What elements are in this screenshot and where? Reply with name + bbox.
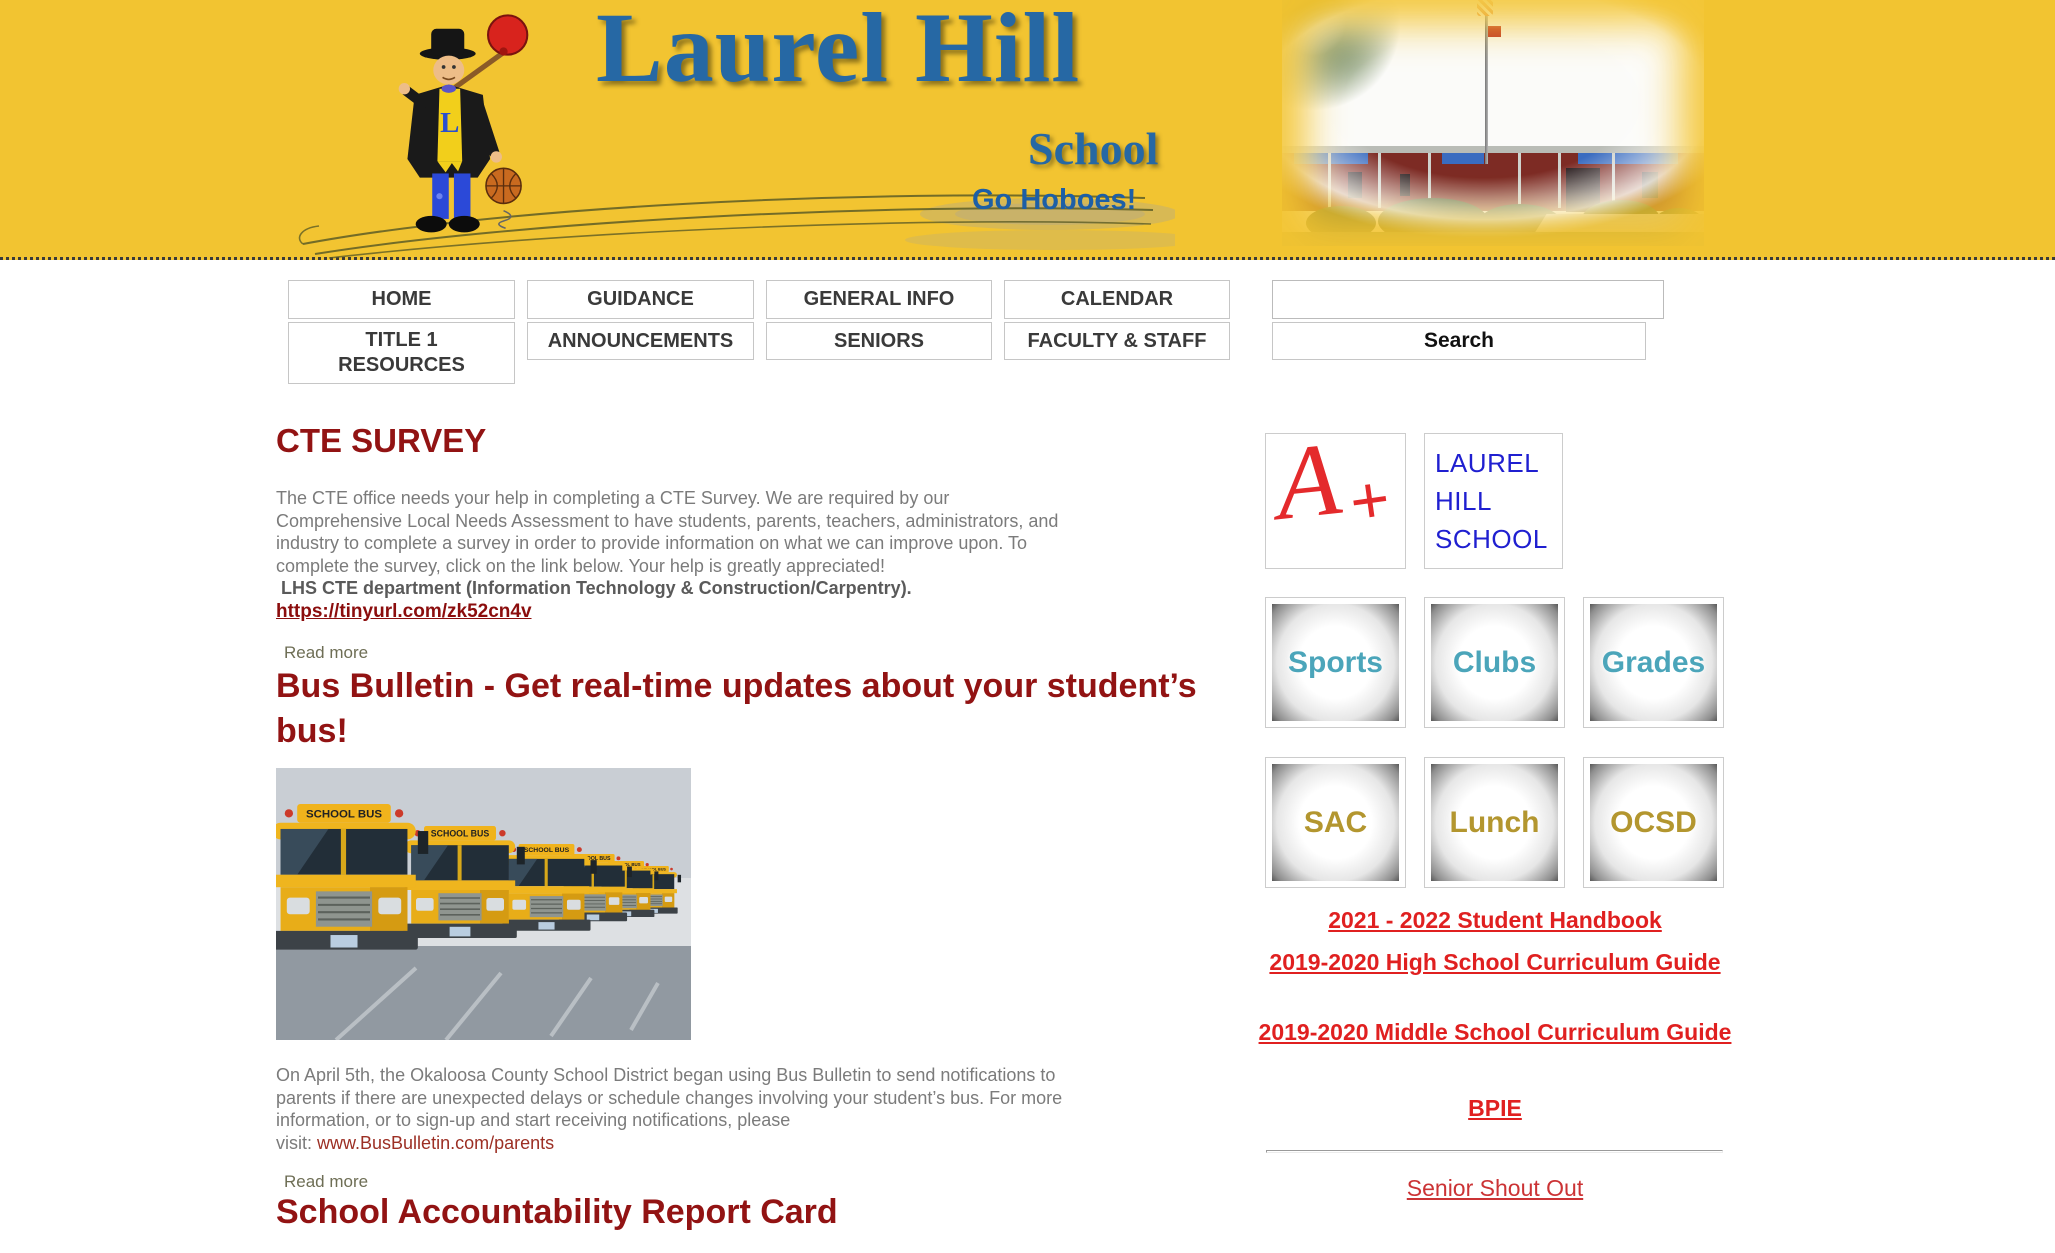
mascot-letter: L [440, 107, 460, 140]
read-more-link-cte[interactable]: Read more [284, 643, 369, 662]
search-input[interactable] [1272, 280, 1664, 319]
site-title: Laurel Hill [596, 0, 1081, 103]
nav-general-info[interactable] [766, 280, 992, 319]
site-subtitle: School [1028, 123, 1159, 174]
school-name-text: LAUREL HILL SCHOOL [1435, 448, 1548, 554]
link-hs-curriculum-guide[interactable]: 2019-2020 High School Curriculum Guide [1269, 949, 1721, 975]
cte-body-bold-line: LHS CTE department (Information Technology & Construction/Carpentry). [281, 578, 912, 598]
cte-body-line: industry to complete a survey in order to provide information on what we can improve upon. To [276, 533, 1028, 553]
hobo-mascot-logo [346, 4, 566, 252]
tile-sports-label: Sports [1287, 645, 1383, 679]
tile-lunch-label: Lunch [1449, 805, 1540, 839]
tile-sac[interactable] [1265, 757, 1406, 888]
school-motto: Go Hoboes! [972, 184, 1137, 216]
article-title-bus-bulletin [276, 664, 1197, 754]
link-ms-curriculum-guide[interactable]: 2019-2020 Middle School Curriculum Guide [1258, 1019, 1732, 1045]
tile-sports[interactable] [1265, 597, 1406, 728]
link-senior-shout-out[interactable]: Senior Shout Out [1406, 1175, 1584, 1201]
tile-ocsd-label: OCSD [1610, 805, 1697, 839]
bus-bulletin-link[interactable]: www.BusBulletin.com/parents [317, 1132, 555, 1153]
nav-home[interactable] [288, 280, 515, 319]
nav-general-info-label: GENERAL INFO [803, 288, 955, 310]
school-building-photo [1282, 0, 1704, 246]
nav-seniors-label: SENIORS [833, 329, 925, 352]
link-bpie[interactable]: BPIE [1468, 1095, 1522, 1121]
article-title-report-card: School Accountability Report Card [276, 1193, 838, 1231]
search-button[interactable] [1272, 322, 1646, 360]
tile-ocsd[interactable] [1583, 757, 1724, 888]
aplus-grade-badge [1265, 420, 1406, 569]
bus-title-line2: bus! [276, 712, 348, 750]
bus-body-visit-line [276, 1132, 1062, 1155]
school-buses-photo [276, 768, 691, 1040]
cte-body-line: The CTE office needs your help in completing a CTE Survey. We are required by our [276, 488, 950, 508]
nav-guidance-label: GUIDANCE [587, 288, 694, 310]
sidebar-divider [1266, 1150, 1723, 1153]
tile-clubs[interactable] [1424, 597, 1565, 728]
tile-sac-label: SAC [1303, 805, 1368, 839]
nav-calendar[interactable] [1004, 280, 1230, 319]
school-name-badge [1424, 433, 1563, 569]
nav-title1-resources-label: TITLE 1 RESOURCES [338, 329, 465, 376]
article-title-cte-survey: CTE SURVEY [276, 422, 487, 459]
header-banner [0, 0, 2055, 260]
nav-announcements[interactable] [527, 322, 754, 360]
bus-body-line: parents if there are unexpected delays or schedule changes involving your student’s bus. For more [276, 1087, 1063, 1108]
tile-grades[interactable] [1583, 597, 1724, 728]
bus-body-line: information, or to sign-up and start receiving notifications, please [276, 1110, 791, 1130]
aplus-letter: A [1270, 420, 1346, 543]
link-student-handbook[interactable]: 2021 - 2022 Student Handbook [1328, 907, 1662, 933]
tile-clubs-label: Clubs [1452, 645, 1537, 679]
nav-faculty-staff-label: FACULTY & STAFF [1027, 329, 1207, 352]
cte-survey-body [276, 487, 1058, 600]
cte-body-line: complete the survey, click on the link below. Your help is greatly appreciated! [276, 555, 886, 576]
bus-bulletin-body [276, 1064, 1062, 1154]
bus-body-line: On April 5th, the Okaloosa County School District began using Bus Bulletin to send notifications to [276, 1065, 1056, 1085]
tile-lunch[interactable] [1424, 757, 1565, 888]
aplus-plus-sign: + [1344, 460, 1395, 543]
visit-label: visit: [276, 1132, 312, 1153]
nav-guidance[interactable] [527, 280, 754, 319]
bus-title-line1: Bus Bulletin - Get real-time updates about your student’s [276, 667, 1197, 705]
cte-body-line: Comprehensive Local Needs Assessment to have students, parents, teachers, administrators, and [276, 510, 1059, 531]
read-more-link-bus[interactable]: Read more [284, 1172, 369, 1191]
nav-faculty-staff[interactable] [1004, 322, 1230, 360]
nav-announcements-label: ANNOUNCEMENTS [547, 329, 734, 352]
search-button-label: Search [1423, 328, 1495, 352]
cte-survey-link[interactable]: https://tinyurl.com/zk52cn4v [276, 601, 532, 622]
nav-home-label: HOME [371, 288, 432, 310]
tile-grades-label: Grades [1601, 645, 1706, 679]
nav-calendar-label: CALENDAR [1060, 288, 1174, 310]
nav-title1-resources[interactable] [288, 322, 515, 384]
nav-seniors[interactable] [766, 322, 992, 360]
